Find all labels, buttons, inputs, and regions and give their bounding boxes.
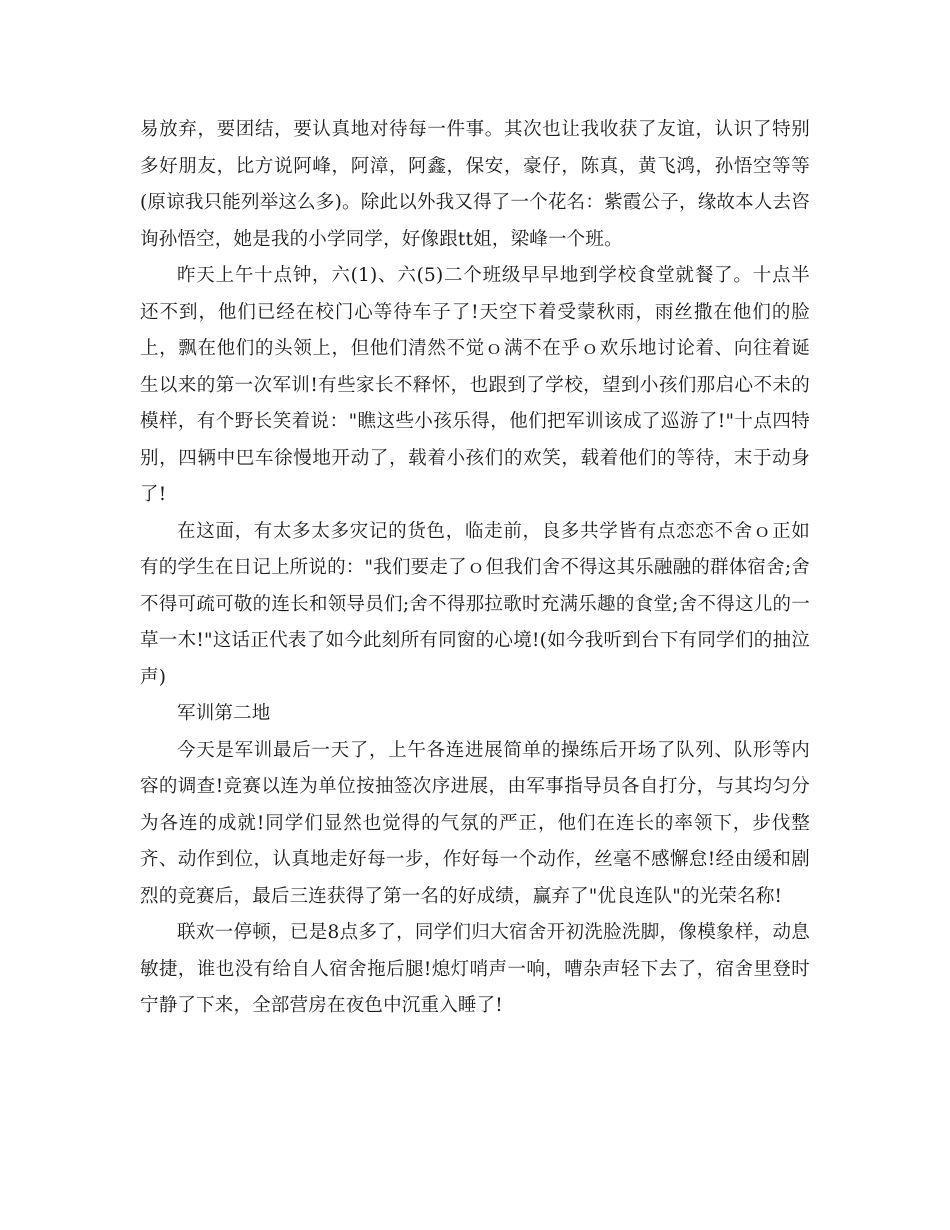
section-heading: 军训第二地 [177,703,271,724]
paragraph-friendship: 易放弃，要团结，要认真地对待每一件事。其次也让我收获了友谊，认识了特别多好朋友，比方说阿峰，阿漳，阿鑫，保安，豪仔，陈真，黄飞鸿，孙悟空等等(原谅我只能列举这么多)。除此以外我又得了一个花名：紫霞公子，缘故本人去咨询孙悟空，她是我的小学同学，好像跟tt姐，梁峰一个班。 [140,119,810,250]
document-body [140,112,810,1025]
paragraph-farewell: 在这面，有太多太多灾记的货色，临走前，良多共学皆有点恋恋不舍ｏ正如有的学生在日记上所说的："我们要走了ｏ但我们舍不得这其乐融融的群体宿舍;舍不得可疏可敬的连长和领导员们;舍不得那拉歌时充满乐趣的食堂;舍不得这儿的一草一木!"这话正代表了如今此刻所有同窗的心境!(如今我听到台下有同学们的抽泣声) [140,520,810,688]
paragraph-evening: 联欢一停顿，已是8点多了，同学们归大宿舍开初洗脸洗脚，像模象样，动息敏捷，谁也没有给自人宿舍拖后腿!熄灯哨声一响，嘈杂声轻下去了，宿舍里登时宁静了下来，全部营房在夜色中沉重入睡了! [140,922,810,1016]
paragraph-competition: 今天是军训最后一天了，上午各连进展简单的操练后开场了队列、队形等内容的调查!竞赛以连为单位按抽签次序进展，由军事指导员各自打分，与其均匀分为各连的成就!同学们显然也觉得的气氛的严正，他们在连长的率领下，步伐整齐、动作到位，认真地走好每一步，作好每一个动作，丝毫不感懈怠!经由缓和剧烈的竞赛后，最后三连获得了第一名的好成绩，赢弃了"优良连队"的光荣名称! [140,739,810,907]
paragraph-departure: 昨天上午十点钟，六(1)、六(5)二个班级早早地到学校食堂就餐了。十点半还不到，他们已经在校门心等待车子了!天空下着受蒙秋雨，雨丝撒在他们的脸上，飘在他们的头领上，但他们清然不觉ｏ满不在乎ｏ欢乐地讨论着、向往着诞生以来的第一次军训!有些家长不释怀，也跟到了学校，望到小孩们那启心不未的模样，有个野长笑着说："瞧这些小孩乐得，他们把军训该成了巡游了!"十点四特别，四辆中巴车徐慢地开动了，载着小孩们的欢笑，载着他们的等待，末于动身了! [140,265,810,505]
